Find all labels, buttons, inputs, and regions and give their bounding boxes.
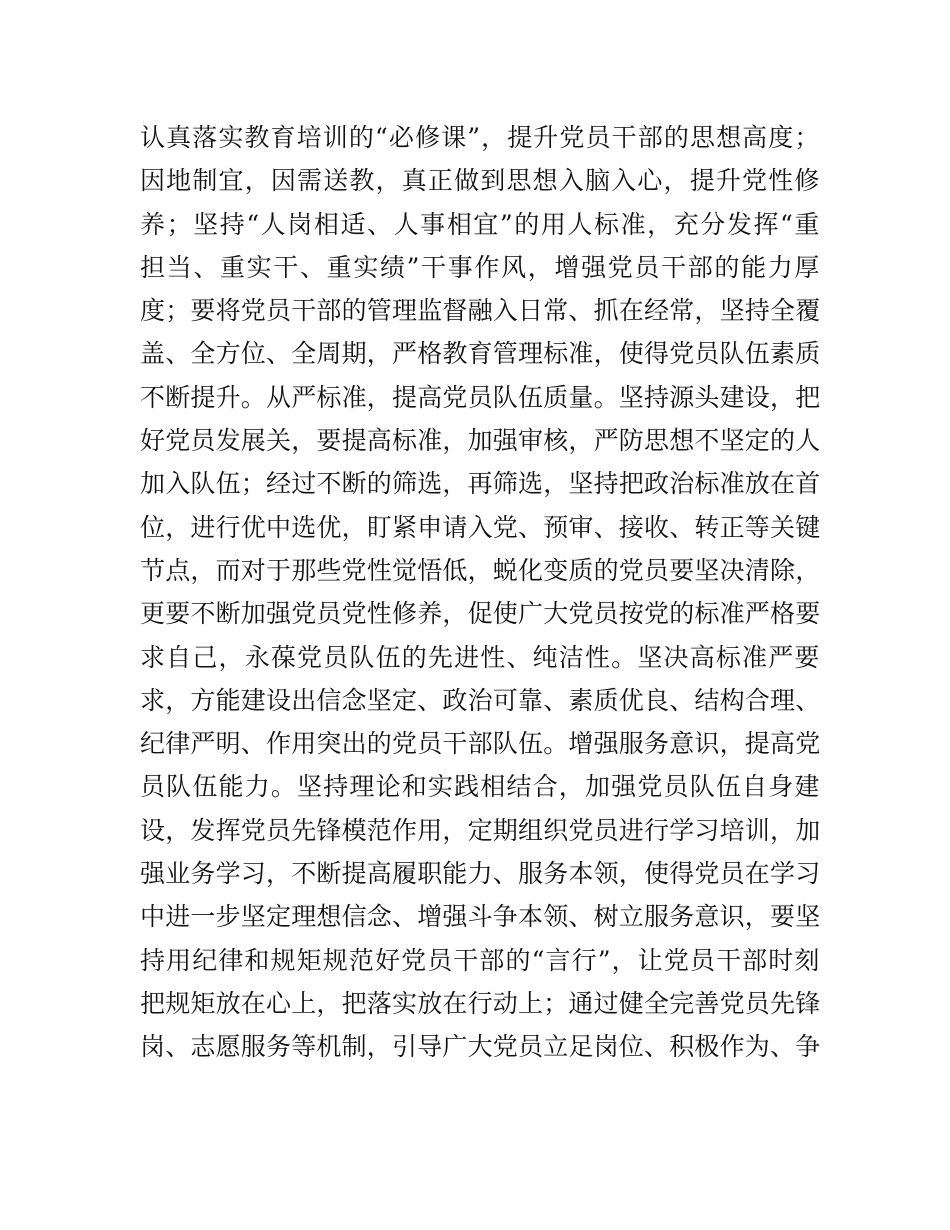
text-line: 不断提升。从严标准，提高党员队伍质量。坚持源头建设，把 (140, 382, 821, 412)
text-line: 盖、全方位、全周期，严格教育管理标准，使得党员队伍素质 (140, 339, 821, 369)
text-line: 因地制宜，因需送教，真正做到思想入脑入心，提升党性修 (140, 166, 820, 196)
text-line: 中进一步坚定理想信念、增强斗争本领、树立服务意识，要坚 (140, 902, 821, 932)
text-line: 岗、志愿服务等机制，引导广大党员立足岗位、积极作为、争 (140, 1032, 821, 1062)
text-line: 强业务学习，不断提高履职能力、服务本领，使得党员在学习 (140, 859, 821, 889)
text-line: 养；坚持“人岗相适、人事相宜”的用人标准，充分发挥“重 (140, 209, 820, 239)
text-line: 求，方能建设出信念坚定、政治可靠、素质优良、结构合理、 (140, 685, 821, 715)
text-line: 求自己，永葆党员队伍的先进性、纯洁性。坚决高标准严要 (140, 642, 820, 672)
text-line: 节点，而对于那些党性觉悟低，蜕化变质的党员要坚决清除， (140, 555, 821, 585)
text-line: 把规矩放在心上，把落实放在行动上；通过健全完善党员先锋 (140, 988, 821, 1018)
text-line: 持用纪律和规矩规范好党员干部的“言行”，让党员干部时刻 (140, 945, 820, 975)
body-text (140, 116, 820, 1069)
text-line: 担当、重实干、重实绩”干事作风，增强党员干部的能力厚 (140, 252, 820, 282)
text-line: 加入队伍；经过不断的筛选，再筛选，坚持把政治标准放在首 (140, 469, 821, 499)
text-line: 设，发挥党员先锋模范作用，定期组织党员进行学习培训，加 (140, 815, 821, 845)
text-line: 好党员发展关，要提高标准，加强审核，严防思想不坚定的人 (140, 426, 821, 456)
text-line: 更要不断加强党员党性修养，促使广大党员按党的标准严格要 (140, 599, 821, 629)
text-line: 位，进行优中选优，盯紧申请入党、预审、接收、转正等关键 (140, 512, 821, 542)
text-line: 认真落实教育培训的“必修课”，提升党员干部的思想高度； (140, 123, 820, 152)
text-line: 纪律严明、作用突出的党员干部队伍。增强服务意识，提高党 (140, 729, 821, 759)
text-line: 员队伍能力。坚持理论和实践相结合，加强党员队伍自身建 (140, 772, 820, 802)
text-line: 度；要将党员干部的管理监督融入日常、抓在经常，坚持全覆 (140, 296, 821, 326)
